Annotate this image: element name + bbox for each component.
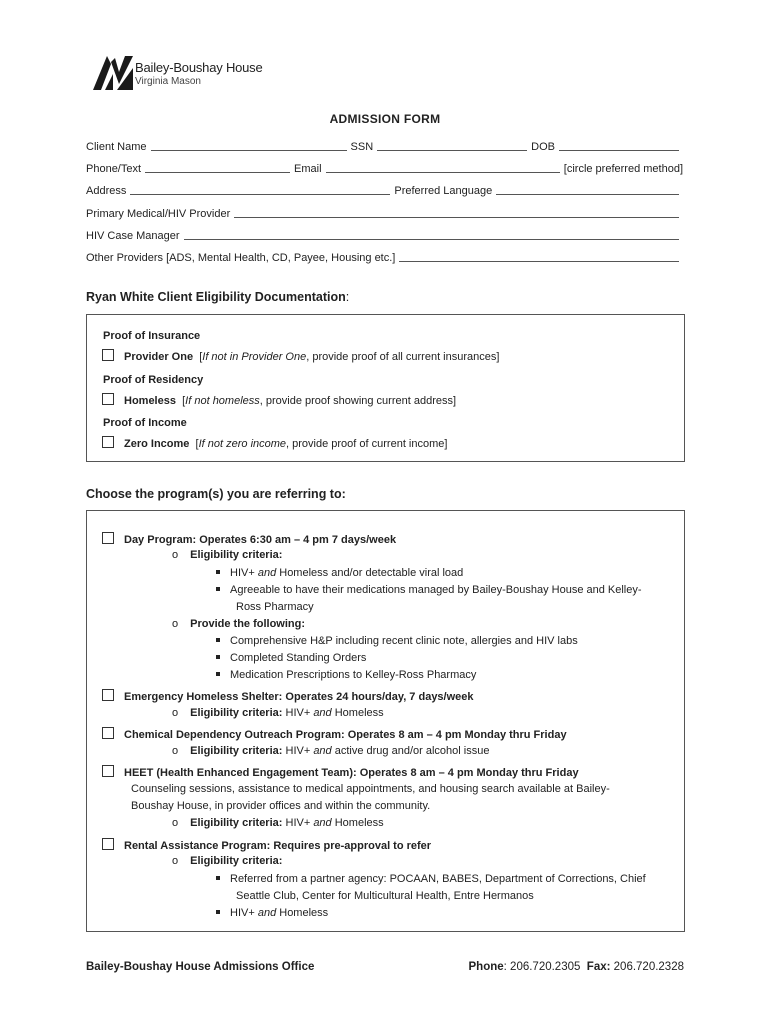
text: Homeless — [331, 817, 384, 829]
text-italic: and — [313, 745, 332, 757]
cdop-title: Chemical Dependency Outreach Program: Operates 8 am – 4 pm Monday thru Friday — [124, 729, 567, 741]
rental-crit-2 — [216, 907, 328, 919]
rental-checkbox[interactable] — [102, 838, 114, 850]
bullet-o: o — [172, 549, 179, 561]
rental-title: Rental Assistance Program: Requires pre-approval to refer — [124, 840, 432, 852]
note-italic: If not homeless — [185, 395, 260, 407]
text-italic: and — [257, 907, 277, 919]
primary-medical-label: Primary Medical/HIV Provider — [86, 208, 231, 220]
client-name-field[interactable] — [151, 149, 347, 151]
homeless-option[interactable] — [102, 393, 456, 407]
text-italic: and — [313, 707, 332, 719]
address-label: Address — [86, 185, 127, 197]
shelter-checkbox[interactable] — [102, 689, 114, 701]
provider-one-checkbox[interactable] — [102, 349, 114, 361]
fax-number: 206.720.2328 — [610, 961, 684, 973]
brand-name: Bailey-Boushay House — [135, 60, 263, 75]
bullet-o: o — [172, 707, 179, 719]
square-bullet-icon — [216, 655, 220, 659]
crit-label: Eligibility criteria: — [190, 855, 283, 867]
rental-crit — [172, 855, 282, 867]
footer-office: Bailey-Boushay House Admissions Office — [86, 961, 315, 973]
text-italic: and — [313, 817, 332, 829]
brand-sub: Virginia Mason — [135, 76, 201, 87]
row-address — [86, 185, 683, 197]
phone-number: : 206.720.2305 — [503, 961, 581, 973]
proof-residency-title: Proof of Residency — [103, 374, 204, 386]
text: HIV+ — [282, 745, 314, 757]
homeless-label: Homeless — [124, 395, 176, 407]
rental-crit-1 — [216, 873, 646, 885]
day-prov-3 — [216, 669, 476, 681]
programs-heading: Choose the program(s) you are referring to: — [86, 487, 346, 501]
zero-income-label: Zero Income — [124, 438, 190, 450]
cdop-crit — [172, 745, 489, 757]
other-providers-label: Other Providers [ADS, Mental Health, CD, Payee, Housing etc.] — [86, 252, 396, 264]
phone-field[interactable] — [145, 171, 290, 173]
language-field[interactable] — [496, 193, 679, 195]
text: Medication Prescriptions to Kelley-Ross Pharmacy — [230, 669, 477, 681]
proof-insurance-title: Proof of Insurance — [103, 330, 201, 342]
note-rest: , provide proof of all current insurances] — [306, 351, 500, 363]
bullet-o: o — [172, 618, 179, 630]
text-italic: and — [257, 567, 277, 579]
square-bullet-icon — [216, 638, 220, 642]
day-crit-label: Eligibility criteria: — [190, 549, 283, 561]
day-program-title: Day Program: Operates 6:30 am – 4 pm 7 days/week — [124, 534, 397, 546]
cdop-option[interactable] — [102, 727, 567, 741]
case-manager-label: HIV Case Manager — [86, 230, 180, 242]
eligibility-heading — [86, 290, 349, 304]
eligibility-colon: : — [345, 290, 350, 304]
heet-option[interactable] — [102, 765, 579, 779]
crit-label: Eligibility criteria: — [190, 817, 283, 829]
heet-crit — [172, 817, 384, 829]
case-manager-field[interactable] — [184, 238, 679, 240]
text: HIV+ — [230, 567, 258, 579]
dob-field[interactable] — [559, 149, 679, 151]
row-other — [86, 252, 683, 264]
crit-label: Eligibility criteria: — [190, 707, 283, 719]
square-bullet-icon — [216, 672, 220, 676]
note-open: [ — [195, 438, 199, 450]
zero-income-checkbox[interactable] — [102, 436, 114, 448]
text: active drug and/or alcohol issue — [331, 745, 490, 757]
logo-mark-icon — [93, 54, 133, 90]
bullet-o: o — [172, 817, 179, 829]
rental-crit-1-cont: Seattle Club, Center for Multicultural Health, Entre Hermanos — [236, 890, 534, 902]
proof-income-title: Proof of Income — [103, 417, 187, 429]
day-crit — [172, 549, 282, 561]
square-bullet-icon — [216, 876, 220, 880]
zero-income-option[interactable] — [102, 436, 447, 450]
day-program-option[interactable] — [102, 532, 396, 546]
email-label: Email — [294, 163, 322, 175]
rental-option[interactable] — [102, 838, 431, 852]
shelter-option[interactable] — [102, 689, 474, 703]
row-phone — [86, 163, 683, 175]
address-field[interactable] — [130, 193, 390, 195]
note-rest: , provide proof showing current address] — [259, 395, 457, 407]
note-italic: If not in Provider One — [202, 351, 307, 363]
row-client — [86, 141, 683, 153]
footer-contact — [469, 961, 684, 973]
day-provide — [172, 618, 305, 630]
day-program-checkbox[interactable] — [102, 532, 114, 544]
dob-label: DOB — [531, 141, 555, 153]
day-prov-1 — [216, 635, 578, 647]
phone-label: Phone/Text — [86, 163, 142, 175]
heet-checkbox[interactable] — [102, 765, 114, 777]
text: Completed Standing Orders — [230, 652, 367, 664]
day-crit-2 — [216, 584, 642, 596]
shelter-crit — [172, 707, 384, 719]
ssn-label: SSN — [350, 141, 374, 153]
phone-label: Phone — [468, 961, 504, 973]
day-crit-1 — [216, 567, 463, 579]
form-title: ADMISSION FORM — [329, 112, 441, 126]
text: Referred from a partner agency: POCAAN, BABES, Department of Corrections, Chief — [230, 873, 646, 885]
square-bullet-icon — [216, 910, 220, 914]
text: Agreeable to have their medications managed by Bailey-Boushay House and Kelley- — [230, 584, 642, 596]
row-primary — [86, 208, 683, 220]
shelter-title: Emergency Homeless Shelter: Operates 24 hours/day, 7 days/week — [124, 691, 474, 703]
primary-medical-field[interactable] — [234, 216, 679, 218]
heet-desc-2: Boushay House, in provider offices and within the community. — [131, 800, 431, 812]
fax-label: Fax: — [586, 961, 611, 973]
day-prov-2 — [216, 652, 366, 664]
text: HIV+ — [282, 817, 314, 829]
cdop-checkbox[interactable] — [102, 727, 114, 739]
text: Homeless and/or detectable viral load — [276, 567, 464, 579]
heet-desc-1: Counseling sessions, assistance to medical appointments, and housing search available at Bailey- — [131, 783, 610, 795]
client-name-label: Client Name — [86, 141, 147, 153]
provider-one-option[interactable] — [102, 349, 499, 363]
note-open: [ — [182, 395, 186, 407]
crit-label: Eligibility criteria: — [190, 745, 283, 757]
text: HIV+ — [230, 907, 258, 919]
other-providers-field[interactable] — [399, 260, 679, 262]
bullet-o: o — [172, 745, 179, 757]
homeless-checkbox[interactable] — [102, 393, 114, 405]
day-provide-label: Provide the following: — [190, 618, 306, 630]
heet-title: HEET (Health Enhanced Engagement Team): Operates 8 am – 4 pm Monday thru Friday — [124, 767, 579, 779]
ssn-field[interactable] — [377, 149, 527, 151]
text: Homeless — [276, 907, 329, 919]
eligibility-heading-text: Ryan White Client Eligibility Documentation — [86, 290, 346, 304]
day-crit-2-cont: Ross Pharmacy — [236, 601, 314, 613]
email-field[interactable] — [326, 171, 560, 173]
bullet-o: o — [172, 855, 179, 867]
text: Homeless — [331, 707, 384, 719]
note-italic: If not zero income — [198, 438, 287, 450]
row-case-manager — [86, 230, 683, 242]
text: Comprehensive H&P including recent clinic note, allergies and HIV labs — [230, 635, 578, 647]
square-bullet-icon — [216, 570, 220, 574]
note-open: [ — [199, 351, 203, 363]
text: HIV+ — [282, 707, 314, 719]
note-rest: , provide proof of current income] — [286, 438, 448, 450]
circle-note: [circle preferred method] — [563, 163, 683, 175]
square-bullet-icon — [216, 587, 220, 591]
language-label: Preferred Language — [394, 185, 493, 197]
provider-one-label: Provider One — [124, 351, 194, 363]
brand-logo — [93, 54, 293, 94]
